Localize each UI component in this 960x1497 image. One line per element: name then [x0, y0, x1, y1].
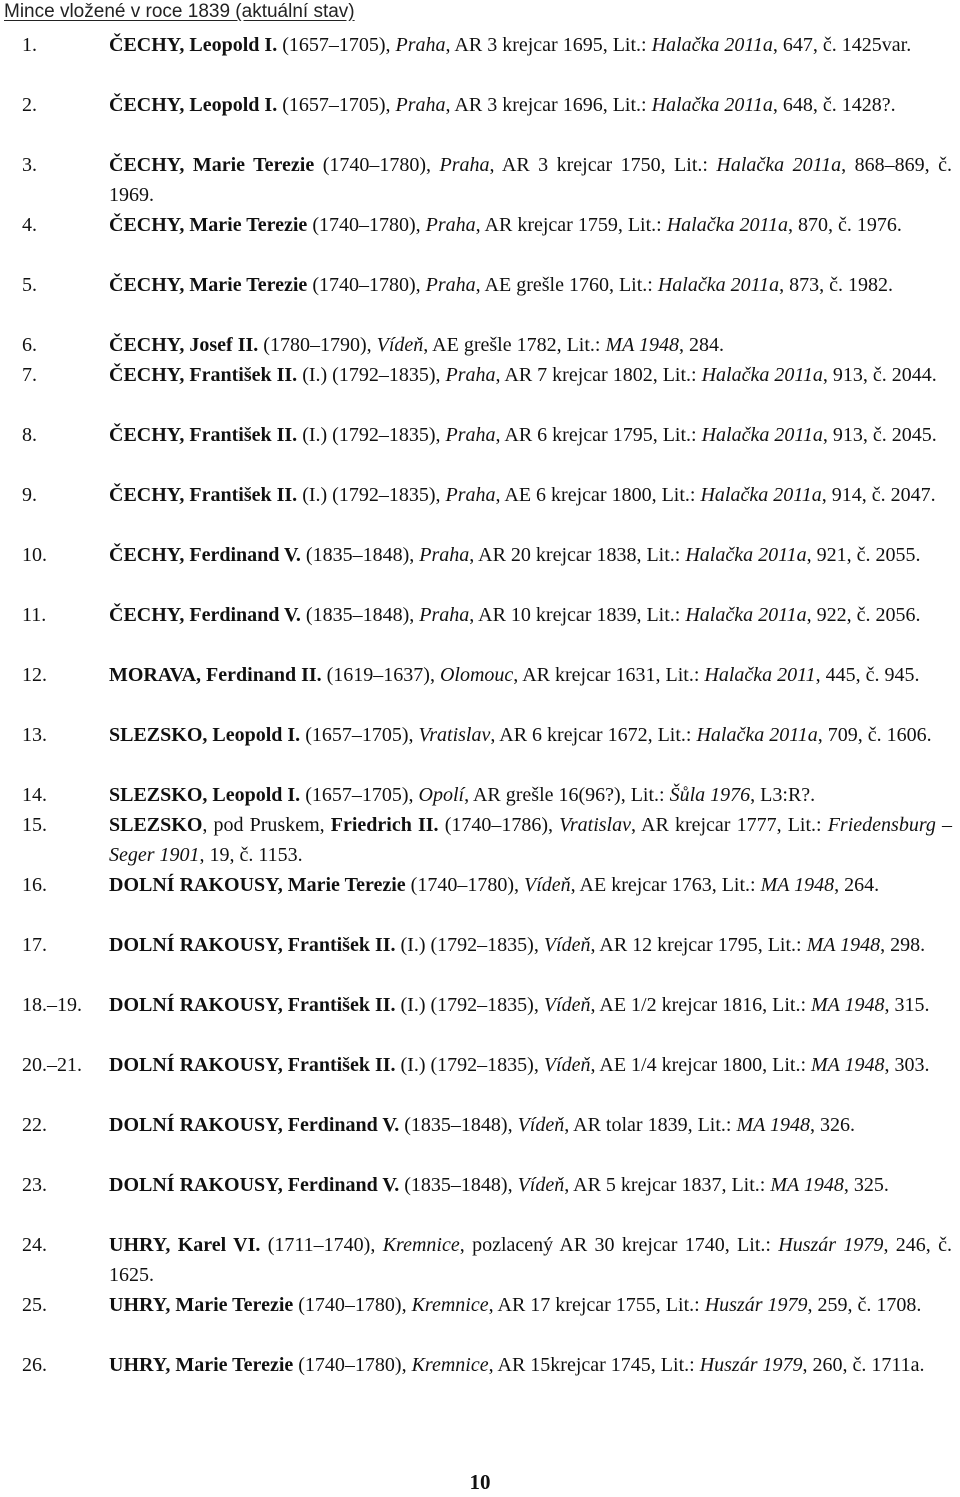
italic-text: Šůla 1976 — [669, 784, 751, 806]
description-text: (1740–1780), — [307, 214, 426, 236]
description-text: , AR 17 krejcar 1755, Lit.: — [488, 1294, 705, 1316]
ruler-name: MORAVA, Ferdinand II. — [109, 664, 322, 686]
description-text: (1657–1705), — [277, 34, 396, 56]
italic-text: Halačka 2011a — [685, 544, 807, 566]
italic-text: Halačka 2011a — [657, 274, 780, 296]
item-number: 18.–19. — [22, 994, 82, 1016]
item-number: 6. — [22, 334, 37, 356]
description-text: , AR 10 krejcar 1839, Lit.: — [469, 604, 686, 626]
item-number: 5. — [22, 274, 37, 296]
description-text: , AE grešle 1760, Lit.: — [475, 274, 658, 296]
item-text — [109, 1230, 952, 1290]
description-text: (1619–1637), — [321, 664, 440, 686]
item-number: 1. — [22, 34, 37, 56]
ruler-name: ČECHY, Leopold I. — [109, 94, 278, 116]
description-text: , 922, č. 2056. — [806, 604, 921, 626]
description-text: (1740–1780), — [293, 1354, 412, 1376]
description-text: (1740–1780), — [405, 874, 524, 896]
item-text — [109, 150, 952, 210]
description-text: , L3:R?. — [750, 784, 816, 806]
italic-text: Praha — [445, 424, 496, 446]
description-text: , pozlacený AR 30 krejcar 1740, Lit.: — [459, 1234, 779, 1256]
description-text: , 921, č. 2055. — [806, 544, 921, 566]
ruler-name: UHRY, Marie Terezie — [109, 1294, 294, 1316]
italic-text: Friedensburg – Seger 1901 — [109, 814, 952, 866]
ruler-name: ČECHY, Ferdinand V. — [109, 544, 301, 566]
italic-text: Kremnice — [411, 1294, 489, 1316]
item-number: 3. — [22, 154, 37, 176]
description-text: , AR krejcar 1777, Lit.: — [631, 814, 828, 836]
description-text: , AR 3 krejcar 1750, Lit.: — [489, 154, 717, 176]
item-number: 8. — [22, 424, 37, 446]
italic-text: Vídeň — [523, 874, 571, 896]
italic-text: Praha — [395, 34, 446, 56]
item-number: 24. — [22, 1234, 47, 1256]
description-text: (I.) (1792–1835), — [297, 424, 446, 446]
description-text: (1740–1780), — [307, 274, 426, 296]
description-text: , 445, č. 945. — [815, 664, 920, 686]
italic-text: Halačka 2011a — [701, 364, 823, 386]
description-text: , AE krejcar 1763, Lit.: — [570, 874, 761, 896]
description-text: , 868–869, č. 1969. — [109, 154, 952, 206]
description-text: , AR krejcar 1759, Lit.: — [475, 214, 667, 236]
item-text — [109, 660, 952, 690]
ruler-name: DOLNÍ RAKOUSY, Ferdinand V. — [109, 1174, 400, 1196]
item-number: 10. — [22, 544, 47, 566]
item-text — [109, 1050, 952, 1080]
italic-text: Halačka 2011a — [651, 94, 773, 116]
description-text: (1740–1780), — [293, 1294, 412, 1316]
item-text — [109, 270, 952, 300]
item-number: 16. — [22, 874, 47, 896]
ruler-name: ČECHY, Marie Terezie — [109, 274, 308, 296]
italic-text: Huszár 1979 — [778, 1234, 884, 1256]
description-text: (I.) (1792–1835), — [395, 1054, 544, 1076]
item-number: 4. — [22, 214, 37, 236]
item-text — [109, 30, 952, 60]
description-text: , pod Pruskem, — [202, 814, 331, 836]
description-text: , 298. — [880, 934, 926, 956]
item-number: 13. — [22, 724, 47, 746]
italic-text: Halačka 2011a — [696, 724, 818, 746]
description-text: , AR 3 krejcar 1696, Lit.: — [445, 94, 652, 116]
ruler-name: UHRY, Karel VI. — [109, 1234, 261, 1256]
ruler-name: Friedrich II. — [330, 814, 439, 836]
italic-text: Praha — [419, 544, 470, 566]
italic-text: MA 1948 — [736, 1114, 810, 1136]
description-text: , 870, č. 1976. — [788, 214, 902, 236]
description-text: (I.) (1792–1835), — [297, 484, 446, 506]
item-number: 12. — [22, 664, 47, 686]
italic-text: Huszár 1979 — [699, 1354, 803, 1376]
description-text: , AR 3 krejcar 1695, Lit.: — [445, 34, 652, 56]
item-number: 14. — [22, 784, 47, 806]
item-text — [109, 600, 952, 630]
item-text — [109, 990, 952, 1020]
ruler-name: ČECHY, František II. — [109, 364, 298, 386]
description-text: (I.) (1792–1835), — [297, 364, 446, 386]
ruler-name: ČECHY, Leopold I. — [109, 34, 278, 56]
page-number: 10 — [469, 1470, 491, 1494]
item-text — [109, 90, 952, 120]
ruler-name: SLEZSKO, Leopold I. — [109, 724, 301, 746]
item-number: 22. — [22, 1114, 47, 1136]
italic-text: Halačka 2011a — [651, 34, 773, 56]
description-text: , 303. — [884, 1054, 930, 1076]
description-text: (1657–1705), — [300, 784, 419, 806]
italic-text: Praha — [439, 154, 490, 176]
ruler-name: DOLNÍ RAKOUSY, Marie Terezie — [109, 874, 406, 896]
italic-text: Praha — [445, 484, 496, 506]
item-text — [109, 210, 952, 240]
description-text: , AR grešle 16(96?), Lit.: — [464, 784, 670, 806]
ruler-name: ČECHY, Josef II. — [109, 334, 259, 356]
item-number: 20.–21. — [22, 1054, 82, 1076]
italic-text: Vídeň — [517, 1174, 565, 1196]
item-number: 17. — [22, 934, 47, 956]
description-text: , AE 6 krejcar 1800, Lit.: — [495, 484, 701, 506]
italic-text: MA 1948 — [811, 994, 885, 1016]
item-number: 7. — [22, 364, 37, 386]
item-text — [109, 930, 952, 960]
description-text: (1835–1848), — [300, 544, 420, 566]
description-text: (1835–1848), — [399, 1174, 518, 1196]
description-text: (1740–1780), — [314, 154, 440, 176]
italic-text: Halačka 2011a — [685, 604, 807, 626]
italic-text: Praha — [395, 94, 446, 116]
item-text — [109, 870, 952, 900]
item-text — [109, 1170, 952, 1200]
description-text: , 259, č. 1708. — [807, 1294, 922, 1316]
description-text: (1780–1790), — [258, 334, 377, 356]
description-text: , AR 6 krejcar 1672, Lit.: — [490, 724, 697, 746]
ruler-name: DOLNÍ RAKOUSY, Ferdinand V. — [109, 1114, 400, 1136]
ruler-name: ČECHY, Marie Terezie — [109, 214, 308, 236]
item-text — [109, 1290, 952, 1320]
description-text: , AE 1/2 krejcar 1816, Lit.: — [590, 994, 812, 1016]
italic-text: Vratislav — [559, 814, 631, 836]
ruler-name: ČECHY, Ferdinand V. — [109, 604, 301, 626]
description-text: , 647, č. 1425var. — [772, 34, 912, 56]
description-text: , AR 7 krejcar 1802, Lit.: — [495, 364, 702, 386]
item-text — [109, 480, 952, 510]
ruler-name: SLEZSKO — [109, 814, 203, 836]
description-text: , AR krejcar 1631, Lit.: — [513, 664, 705, 686]
description-text: , 325. — [843, 1174, 889, 1196]
item-text — [109, 360, 952, 390]
description-text: , AE grešle 1782, Lit.: — [423, 334, 606, 356]
ruler-name: ČECHY, František II. — [109, 424, 298, 446]
description-text: , AR 15krejcar 1745, Lit.: — [488, 1354, 700, 1376]
description-text: , AR tolar 1839, Lit.: — [564, 1114, 737, 1136]
item-text — [109, 1110, 952, 1140]
italic-text: Praha — [419, 604, 470, 626]
item-text — [109, 780, 952, 810]
description-text: , 913, č. 2044. — [822, 364, 937, 386]
description-text: , 260, č. 1711a. — [802, 1354, 925, 1376]
italic-text: Halačka 2011a — [701, 424, 823, 446]
italic-text: MA 1948 — [605, 334, 679, 356]
italic-text: Vratislav — [418, 724, 491, 746]
item-text — [109, 720, 952, 750]
description-text: (1657–1705), — [300, 724, 419, 746]
italic-text: Halačka 2011a — [700, 484, 822, 506]
item-number: 23. — [22, 1174, 47, 1196]
item-number: 25. — [22, 1294, 47, 1316]
item-text — [109, 1350, 952, 1380]
italic-text: Halačka 2011a — [666, 214, 788, 236]
ruler-name: DOLNÍ RAKOUSY, František II. — [109, 994, 396, 1016]
description-text: (1835–1848), — [300, 604, 420, 626]
description-text: , AR 5 krejcar 1837, Lit.: — [564, 1174, 771, 1196]
italic-text: MA 1948 — [806, 934, 881, 956]
italic-text: Praha — [425, 214, 476, 236]
ruler-name: ČECHY, Marie Terezie — [109, 154, 315, 176]
description-text: , AE 1/4 krejcar 1800, Lit.: — [590, 1054, 812, 1076]
italic-text: MA 1948 — [811, 1054, 885, 1076]
description-text: , 315. — [884, 994, 930, 1016]
item-number: 9. — [22, 484, 37, 506]
description-text: , 264. — [834, 874, 880, 896]
ruler-name: DOLNÍ RAKOUSY, František II. — [109, 934, 396, 956]
italic-text: Praha — [445, 364, 496, 386]
italic-text: Halačka 2011a — [716, 154, 842, 176]
description-text: (1711–1740), — [260, 1234, 383, 1256]
description-text: (1740–1786), — [438, 814, 560, 836]
italic-text: MA 1948 — [770, 1174, 844, 1196]
description-text: , 326. — [809, 1114, 855, 1136]
description-text: , 709, č. 1606. — [817, 724, 932, 746]
description-text: , 284. — [678, 334, 724, 356]
description-text: (I.) (1792–1835), — [395, 934, 544, 956]
description-text: , AR 6 krejcar 1795, Lit.: — [495, 424, 702, 446]
italic-text: Huszár 1979 — [704, 1294, 808, 1316]
description-text: (1835–1848), — [399, 1114, 518, 1136]
description-text: (I.) (1792–1835), — [395, 994, 544, 1016]
italic-text: Olomouc — [439, 664, 514, 686]
ruler-name: ČECHY, František II. — [109, 484, 298, 506]
italic-text: Kremnice — [382, 1234, 460, 1256]
description-text: (1657–1705), — [277, 94, 396, 116]
section-heading: Mince vložené v roce 1839 (aktuální stav) — [4, 1, 355, 22]
item-number: 2. — [22, 94, 37, 116]
description-text: , 19, č. 1153. — [199, 844, 303, 866]
item-text — [109, 540, 952, 570]
item-text — [109, 330, 952, 360]
italic-text: MA 1948 — [760, 874, 835, 896]
italic-text: Halačka 2011 — [704, 664, 816, 686]
description-text: , 246, č. 1625. — [109, 1234, 953, 1286]
description-text: , 648, č. 1428?. — [772, 94, 896, 116]
ruler-name: SLEZSKO, Leopold I. — [109, 784, 301, 806]
item-number: 15. — [22, 814, 47, 836]
ruler-name: DOLNÍ RAKOUSY, František II. — [109, 1054, 396, 1076]
italic-text: Vídeň — [376, 334, 424, 356]
description-text: , 873, č. 1982. — [779, 274, 894, 296]
italic-text: Vídeň — [543, 994, 591, 1016]
italic-text: Praha — [425, 274, 476, 296]
description-text: , 914, č. 2047. — [821, 484, 936, 506]
italic-text: Vídeň — [517, 1114, 565, 1136]
description-text: , 913, č. 2045. — [822, 424, 937, 446]
item-text — [109, 810, 952, 870]
item-number: 11. — [22, 604, 47, 626]
italic-text: Kremnice — [411, 1354, 489, 1376]
italic-text: Vídeň — [543, 1054, 591, 1076]
italic-text: Vídeň — [543, 934, 591, 956]
ruler-name: UHRY, Marie Terezie — [109, 1354, 294, 1376]
item-number: 26. — [22, 1354, 47, 1376]
italic-text: Opolí — [418, 784, 465, 806]
description-text: , AR 20 krejcar 1838, Lit.: — [469, 544, 686, 566]
description-text: , AR 12 krejcar 1795, Lit.: — [590, 934, 807, 956]
item-text — [109, 420, 952, 450]
